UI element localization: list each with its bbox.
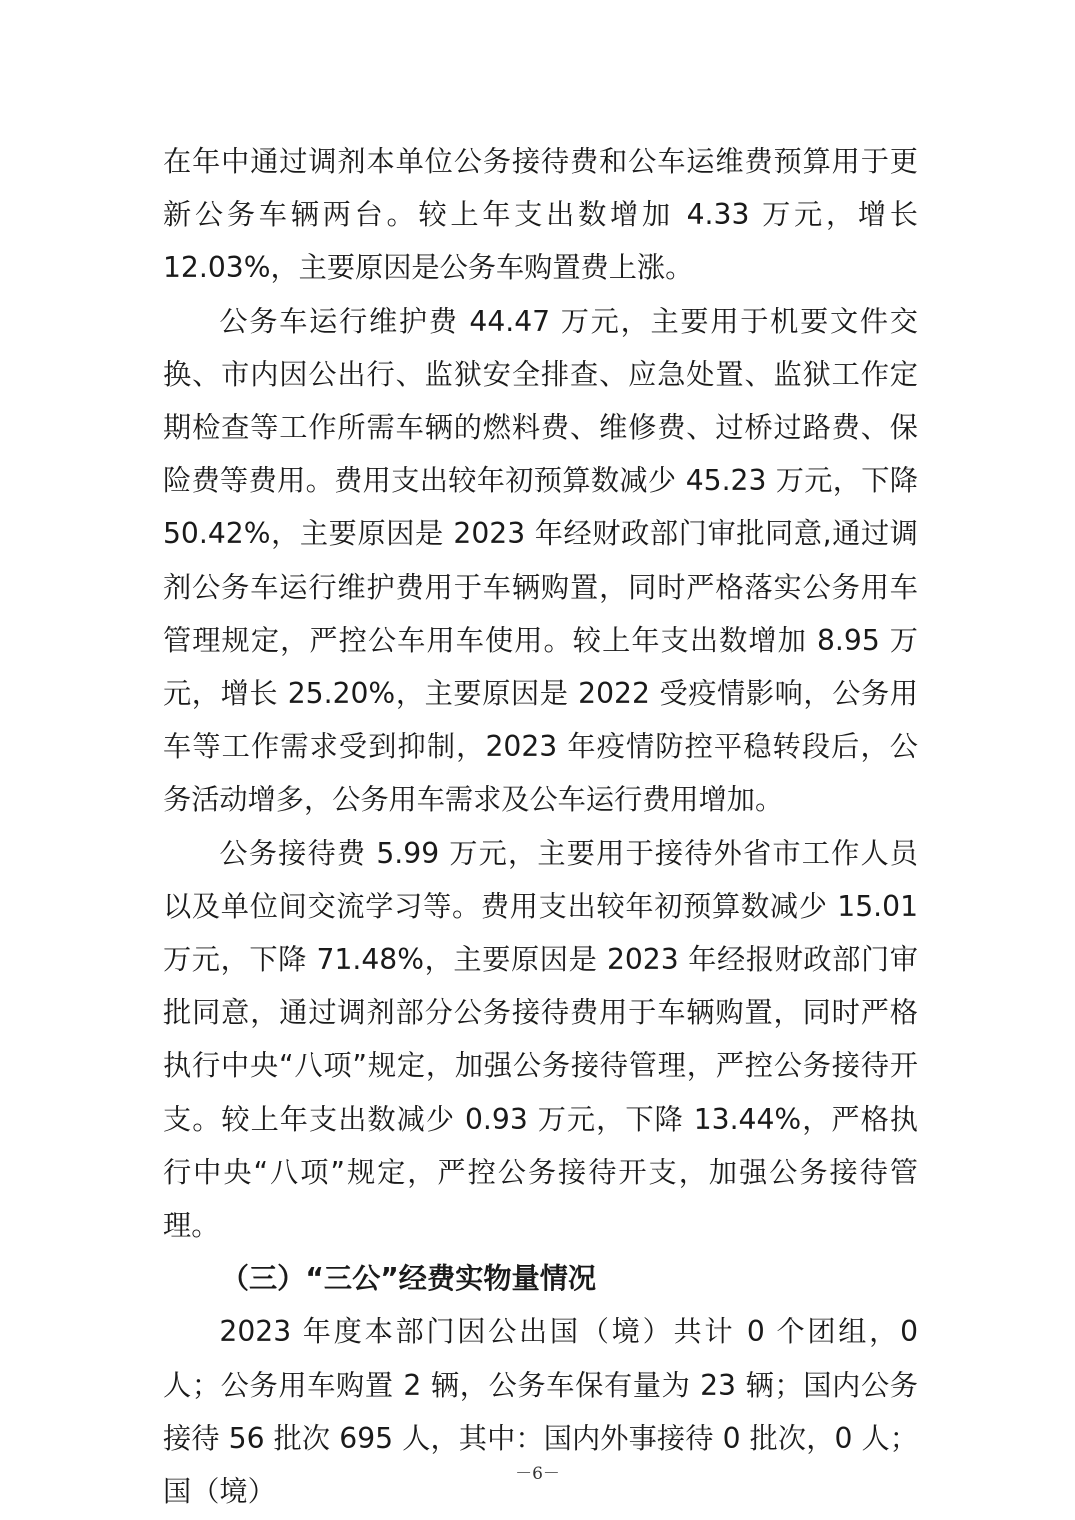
paragraph-car-purchase-continued: 在年中通过调剂本单位公务接待费和公车运维费预算用于更新公务车辆两台。较上年支出数增加 4.33 万元，增长 12.03%，主要原因是公务车购置费上涨。 <box>163 145 918 285</box>
paragraph-reception-fee: 公务接待费 5.99 万元，主要用于接待外省市工作人员以及单位间交流学习等。费用支出较年初预算数减少 15.01 万元，下降 71.48%，主要原因是 2023 年经报财政部门审批同意，通过调剂部分公务接待费用于车辆购置，同时严格执行中央“八项”规定，加强公务接待管理，严控公务接待开支。较上年支出数减少 0.93 万元，下降 13.44%，严格执行中央“八项”规定，严控公务接待开支，加强公务接待管理。 <box>163 836 918 1243</box>
page-number: －6－ <box>515 1464 560 1484</box>
section-heading: （三）“三公”经费实物量情况 <box>220 1262 597 1296</box>
paragraph-car-maintenance: 公务车运行维护费 44.47 万元，主要用于机要文件交换、市内因公出行、监狱安全排查、应急处置、监狱工作定期检查等工作所需车辆的燃料费、维修费、过桥过路费、保险费等费用。费用支出较年初预算数减少 45.23 万元，下降 50.42%，主要原因是 2023 年经财政部门审批同意,通过调剂公务车运行维护费用于车辆购置，同时严格落实公务用车管理规定，严控公车用车使用。较上年支出数增加 8.95 万元，增长 25.20%，主要原因是 2022 受疫情影响，公务用车等工作需求受到抑制，2023 年疫情防控平稳转段后，公务活动增多，公务用车需求及公车运行费用增加。 <box>163 304 918 817</box>
paragraph-physical-quantity: 2023 年度本部门因公出国（境）共计 0 个团组，0 人；公务用车购置 2 辆，公务车保有量为 23 辆；国内公务接待 56 批次 695 人，其中：国内外事接待 0 批次，0 人；国（境） <box>163 1315 918 1509</box>
body-text <box>163 135 918 1518</box>
